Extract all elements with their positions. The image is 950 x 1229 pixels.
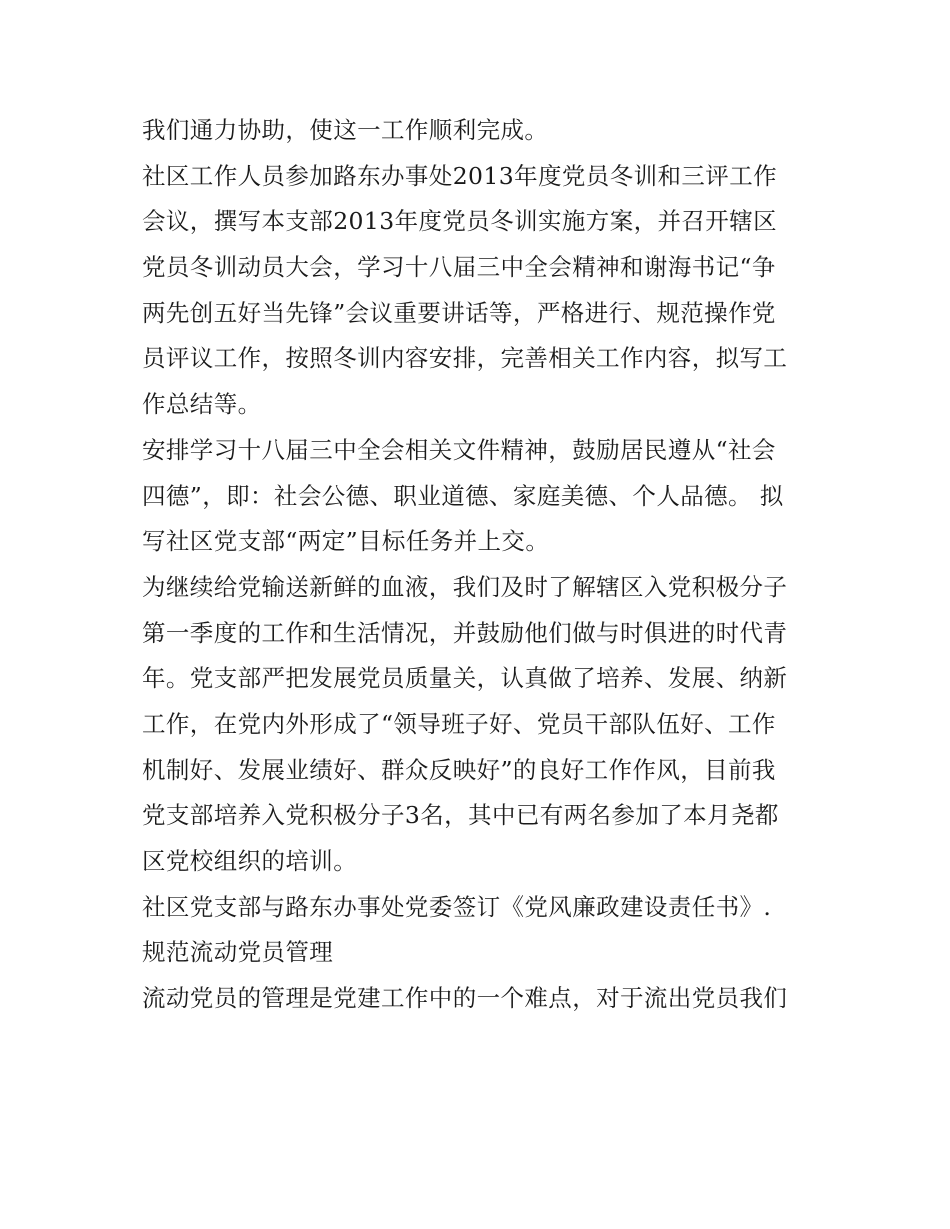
text-line: 党员冬训动员大会，学习十八届三中全会精神和谢海书记“争 xyxy=(142,253,776,282)
text-line: 写社区党支部“两定”目标任务并上交。 xyxy=(142,527,550,556)
text-line: 第一季度的工作和生活情况，并鼓励他们做与时俱进的时代青 xyxy=(142,618,788,647)
text-line: 年。党支部严把发展党员质量关，认真做了培养、发展、纳新 xyxy=(142,664,788,693)
text-line: 两先创五好当先锋”会议重要讲话等，严格进行、规范操作党 xyxy=(142,298,776,327)
text-line: 社区工作人员参加路东办事处2013年度党员冬训和三评工作 xyxy=(142,161,778,190)
text-line: 党支部培养入党积极分子3名，其中已有两名参加了本月尧都 xyxy=(142,801,779,830)
text-line: 为继续给党输送新鲜的血液，我们及时了解辖区入党积极分子 xyxy=(142,572,788,601)
text-line: 会议，撰写本支部2013年度党员冬训实施方案，并召开辖区 xyxy=(142,207,778,236)
text-line: 社区党支部与路东办事处党委签订《党风廉政建设责任书》. xyxy=(142,892,772,921)
section-heading: 规范流动党员管理 xyxy=(142,938,334,967)
text-line: 员评议工作，按照冬训内容安排，完善相关工作内容，拟写工 xyxy=(142,344,788,373)
text-line: 作总结等。 xyxy=(142,390,262,419)
text-line: 区党校组织的培训。 xyxy=(142,847,358,875)
text-line: 工作，在党内外形成了“领导班子好、党员干部队伍好、工作 xyxy=(142,709,776,738)
text-line: 我们通力协助，使这一工作顺利完成。 xyxy=(142,116,549,144)
text-line: 流动党员的管理是党建工作中的一个难点，对于流出党员我们 xyxy=(142,984,788,1013)
document-body xyxy=(142,108,822,1022)
text-line: 机制好、发展业绩好、群众反映好”的良好工作作风，目前我 xyxy=(142,755,776,784)
text-line: 安排学习十八届三中全会相关文件精神，鼓励居民遵从“社会 xyxy=(142,435,776,464)
text-line: 四德”，即：社会公德、职业道德、家庭美德、个人品德。 拟 xyxy=(142,481,784,510)
